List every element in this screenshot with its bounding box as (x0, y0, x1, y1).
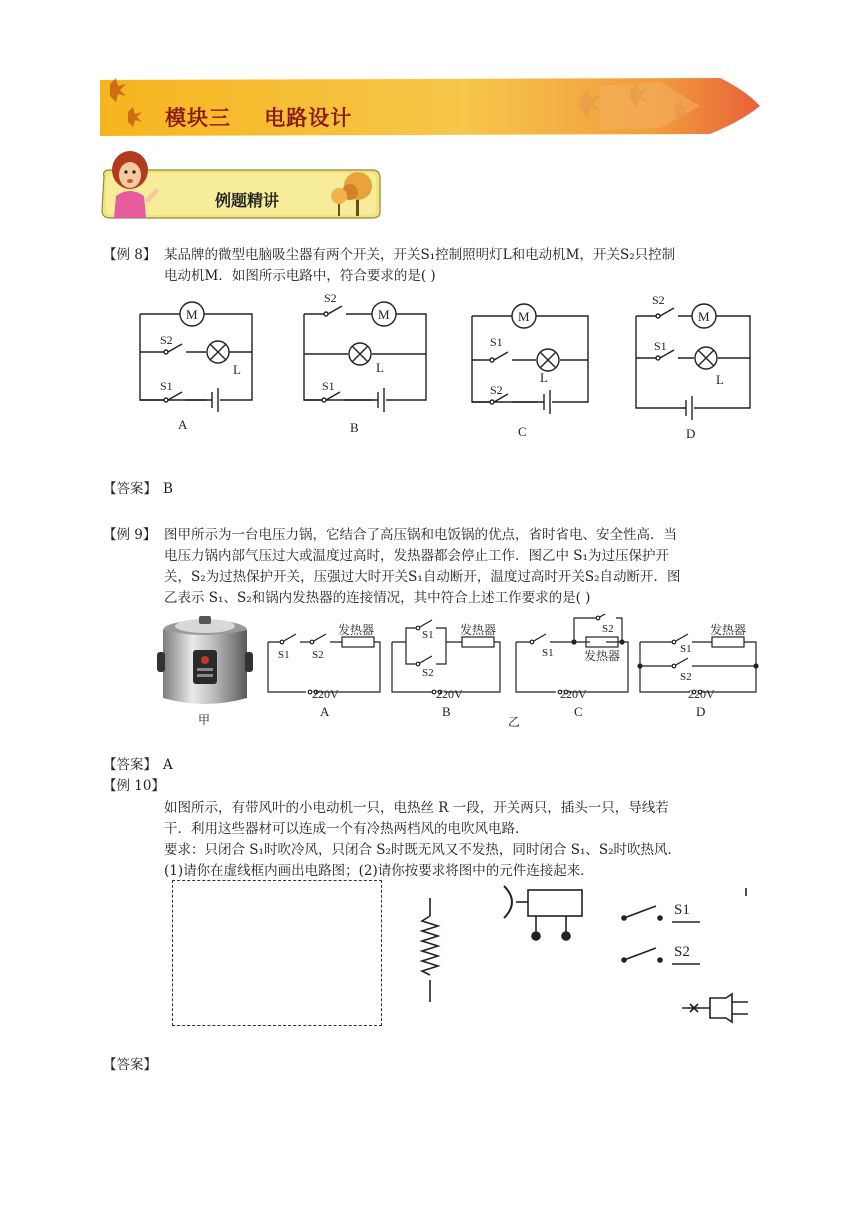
ex10-components-figure (410, 882, 760, 1032)
ex9-text-line2: 电压力锅内部气压过大或温度过高时，发热器都会停止工作．图乙中 S₁为过压保护开 (164, 548, 669, 564)
ex8-option-c: C (518, 424, 527, 439)
ex9-option-a: A (320, 704, 330, 719)
ex8-option-d: D (686, 426, 696, 441)
svg-text:发热器: 发热器 (584, 649, 621, 663)
fig-jia-label: 甲 (198, 713, 211, 727)
ex9-option-c: C (574, 704, 583, 719)
ex8-circuit-figures (120, 288, 770, 448)
svg-text:S2: S2 (422, 667, 434, 679)
ex10-text-line1: 如图所示，有带风叶的小电动机一只，电热丝 R 一段，开关两只，插头一只，导线若 (164, 800, 669, 816)
svg-text:L: L (540, 370, 548, 385)
svg-text:S1: S1 (422, 629, 434, 641)
ex8-answer: B (163, 481, 173, 497)
ex9-text-line1: 图甲所示为一台电压力锅，它结合了高压锅和电饭锅的优点，省时省电、安全性高．当 (164, 527, 677, 543)
ex9-label: 【例 9】 (103, 527, 157, 543)
ex8-option-a: A (178, 417, 188, 432)
svg-text:S2: S2 (324, 291, 337, 305)
module-title: 模块三 电路设计 (165, 106, 353, 130)
ex10-text-line4: (1)请你在虚线框内画出电路图；(2)请你按要求将图中的元件连接起来． (164, 863, 594, 879)
svg-text:M: M (698, 309, 710, 324)
svg-text:S2: S2 (674, 944, 690, 960)
svg-text:220V: 220V (688, 687, 715, 701)
svg-text:发热器: 发热器 (338, 623, 375, 637)
svg-text:S1: S1 (160, 379, 173, 393)
ex9-option-d: D (696, 704, 706, 719)
svg-text:S1: S1 (680, 643, 692, 655)
svg-text:S1: S1 (322, 379, 335, 393)
ex9-answer: A (163, 757, 173, 773)
section-title: 例题精讲 (215, 191, 280, 210)
ex8-option-b: B (350, 420, 359, 435)
svg-text:220V: 220V (312, 687, 339, 701)
svg-text:S2: S2 (680, 671, 692, 683)
svg-text:S1: S1 (278, 649, 290, 661)
ex10-text-line2: 干．利用这些器材可以连成一个有冷热两档风的电吹风电路． (164, 821, 529, 837)
fig-yi-label: 乙 (508, 715, 521, 729)
circuit-drawing-box[interactable] (172, 880, 382, 1026)
svg-text:S2: S2 (312, 649, 324, 661)
svg-text:L: L (716, 372, 724, 387)
svg-text:S2: S2 (652, 293, 665, 307)
ex8-label: 【例 8】 (103, 247, 157, 263)
ex8-answer-label: 【答案】 (103, 481, 157, 497)
svg-text:M: M (518, 309, 530, 324)
ex8-text-line2: 电动机M．如图所示电路中，符合要求的是( ) (164, 268, 436, 284)
svg-text:S2: S2 (160, 333, 173, 347)
ex9-answer-label: 【答案】 (103, 757, 157, 773)
svg-text:发热器: 发热器 (460, 623, 497, 637)
svg-text:L: L (233, 362, 241, 377)
ex10-label: 【例 10】 (103, 778, 165, 794)
ex8-text-line1: 某品牌的微型电脑吸尘器有两个开关，开关S₁控制照明灯L和电动机M，开关S₂只控制 (164, 247, 676, 263)
pressure-cooker-image (155, 612, 255, 712)
svg-text:S2: S2 (490, 383, 503, 397)
ex9-option-b: B (442, 704, 451, 719)
svg-text:220V: 220V (436, 687, 463, 701)
svg-text:S1: S1 (654, 339, 667, 353)
plug-icon (682, 994, 748, 1022)
svg-text:S2: S2 (602, 623, 614, 635)
ex9-text-line4: 乙表示 S₁、S₂和锅内发热器的连接情况，其中符合上述工作要求的是( ) (164, 590, 591, 606)
fan-motor-icon (504, 886, 582, 940)
ex9-circuit-figures (262, 614, 772, 722)
svg-text:L: L (376, 360, 384, 375)
svg-text:S1: S1 (674, 902, 690, 918)
svg-text:M: M (186, 307, 198, 322)
ex10-text-line3: 要求：只闭合 S₁时吹冷风，只闭合 S₂时既无风又不发热，同时闭合 S₁、S₂时吹热风． (164, 842, 682, 858)
heating-wire-icon (422, 898, 438, 1002)
svg-text:S1: S1 (490, 335, 503, 349)
svg-text:S1: S1 (542, 647, 554, 659)
ex10-answer-label: 【答案】 (103, 1057, 157, 1073)
svg-text:M: M (378, 307, 390, 322)
ex9-text-line3: 关，S₂为过热保护开关，压强过大时开关S₁自动断开，温度过高时开关S₂自动断开．图 (164, 569, 681, 585)
svg-text:220V: 220V (560, 687, 587, 701)
svg-text:发热器: 发热器 (710, 623, 747, 637)
